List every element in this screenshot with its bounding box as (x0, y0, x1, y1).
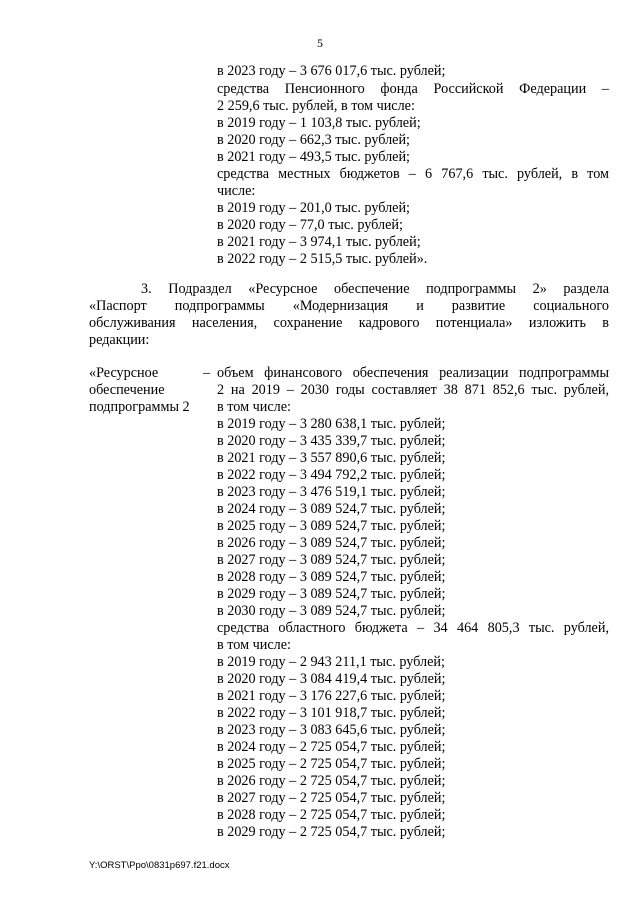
text-line: в том числе: (217, 637, 291, 653)
text-line: средства местных бюджетов – 6 767,6 тыс. рублей, в том (217, 166, 609, 182)
section-label-line: «Ресурсное (89, 365, 159, 381)
text-line: в 2021 году – 3 974,1 тыс. рублей; (217, 234, 421, 250)
text-line: в 2023 году – 3 676 017,6 тыс. рублей; (217, 63, 446, 79)
text-line: в 2022 году – 3 494 792,2 тыс. рублей; (217, 467, 446, 483)
text-line: 2 на 2019 – 2030 годы составляет 38 871 852,6 тыс. рублей, (217, 382, 609, 398)
text-line: в 2022 году – 2 515,5 тыс. рублей». (217, 251, 428, 267)
text-line: в 2028 году – 3 089 524,7 тыс. рублей; (217, 569, 446, 585)
text-line: объем финансового обеспечения реализации подпрограммы (217, 365, 609, 381)
text-line: в 2020 году – 3 435 339,7 тыс. рублей; (217, 433, 446, 449)
text-line: 2 259,6 тыс. рублей, в том числе: (217, 98, 415, 114)
text-line: в 2023 году – 3 476 519,1 тыс. рублей; (217, 484, 446, 500)
paragraph-line: обслуживания населения, сохранение кадрового потенциала» изложить в (89, 315, 609, 331)
text-line: в 2027 году – 3 089 524,7 тыс. рублей; (217, 552, 446, 568)
text-line: средства Пенсионного фонда Российской Федерации – (217, 81, 609, 97)
text-line: в 2019 году – 1 103,8 тыс. рублей; (217, 115, 421, 131)
text-line: в 2021 году – 493,5 тыс. рублей; (217, 149, 410, 165)
text-line: в 2020 году – 662,3 тыс. рублей; (217, 132, 410, 148)
text-line: в 2024 году – 2 725 054,7 тыс. рублей; (217, 739, 446, 755)
text-line: в 2026 году – 3 089 524,7 тыс. рублей; (217, 535, 446, 551)
paragraph-line: редакции: (89, 332, 150, 348)
page-number: 5 (317, 36, 323, 50)
text-line: в 2022 году – 3 101 918,7 тыс. рублей; (217, 705, 446, 721)
paragraph-line: «Паспорт подпрограммы «Модернизация и развитие социального (89, 298, 609, 314)
text-line: в 2019 году – 2 943 211,1 тыс. рублей; (217, 654, 445, 670)
section-label-line: подпрограммы 2 (89, 399, 190, 415)
text-line: в том числе: (217, 399, 291, 415)
text-line: в 2024 году – 3 089 524,7 тыс. рублей; (217, 501, 446, 517)
paragraph-line: 3. Подраздел «Ресурсное обеспечение подпрограммы 2» раздела (141, 281, 609, 297)
text-line: числе: (217, 183, 256, 199)
text-line: в 2023 году – 3 083 645,6 тыс. рублей; (217, 722, 446, 738)
text-line: в 2019 году – 201,0 тыс. рублей; (217, 200, 410, 216)
text-line: в 2025 году – 3 089 524,7 тыс. рублей; (217, 518, 446, 534)
text-line: в 2029 году – 3 089 524,7 тыс. рублей; (217, 586, 446, 602)
text-line: в 2030 году – 3 089 524,7 тыс. рублей; (217, 603, 446, 619)
text-line: в 2020 году – 3 084 419,4 тыс. рублей; (217, 671, 446, 687)
text-line: в 2020 году – 77,0 тыс. рублей; (217, 217, 403, 233)
text-line: в 2019 году – 3 280 638,1 тыс. рублей; (217, 416, 446, 432)
file-path-footer: Y:\ORST\Ppo\0831p697.f21.docx (89, 860, 230, 871)
section-label-line: обеспечение (89, 382, 165, 398)
text-line: в 2026 году – 2 725 054,7 тыс. рублей; (217, 773, 446, 789)
label-dash: – (203, 365, 211, 381)
text-line: в 2028 году – 2 725 054,7 тыс. рублей; (217, 807, 446, 823)
text-line: в 2025 году – 2 725 054,7 тыс. рублей; (217, 756, 446, 772)
text-line: в 2027 году – 2 725 054,7 тыс. рублей; (217, 790, 446, 806)
text-line: средства областного бюджета – 34 464 805,3 тыс. рублей, (217, 620, 609, 636)
text-line: в 2021 году – 3 176 227,6 тыс. рублей; (217, 688, 446, 704)
text-line: в 2021 году – 3 557 890,6 тыс. рублей; (217, 450, 446, 466)
text-line: в 2029 году – 2 725 054,7 тыс. рублей; (217, 824, 446, 840)
